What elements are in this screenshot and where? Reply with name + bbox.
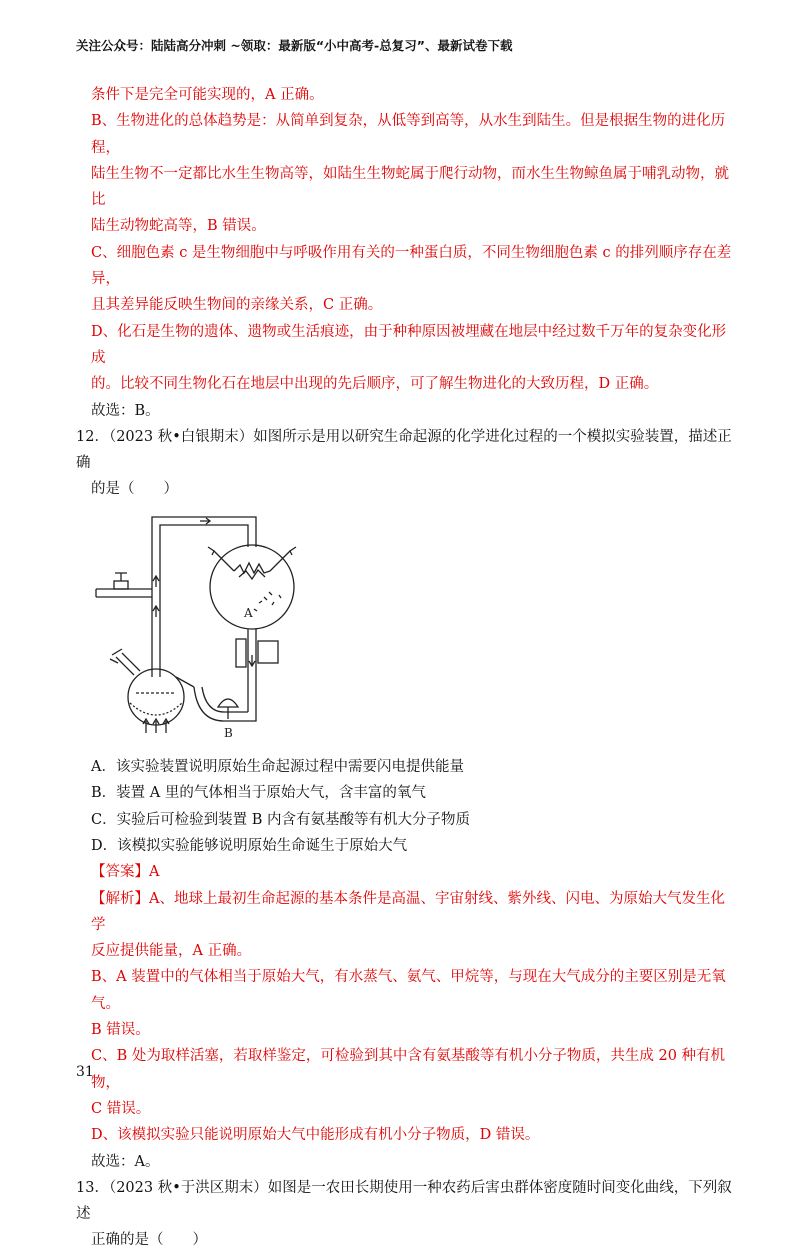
miller-apparatus-figure: [94, 507, 304, 739]
analysis-line: C、B 处为取样活塞，若取样鉴定，可检验到其中含有氨基酸等有机小分子物质，共生成 20 种有机物，: [91, 1048, 726, 1091]
explanation-line: 陆生动物蛇高等，B 错误。: [91, 218, 266, 235]
analysis-line: 【解析】A、地球上最初生命起源的基本条件是高温、宇宙射线、紫外线、闪电、为原始大气发生化学: [91, 890, 725, 933]
question-stem-line: （2023 秋•白银期末）如图所示是用以研究生命起源的化学进化过程的一个模拟实验装置，描述正确: [76, 428, 732, 472]
explanation-line: 陆生生物不一定都比水生生物高等，如陆生生物蛇属于爬行动物，而水生生物鲸鱼属于哺乳动物，就比: [91, 165, 729, 209]
page-header: 关注公众号：陆陆高分冲刺 ~领取：最新版“小中高考-总复习”、最新试卷下载: [76, 38, 513, 53]
analysis-line: C 错误。: [91, 1100, 151, 1117]
analysis-line: B 错误。: [91, 1022, 150, 1039]
page-number: 31: [76, 1064, 94, 1080]
question-12-stem: [76, 424, 736, 477]
question-stem-line: （2023 秋•于洪区期末）如图是一农田长期使用一种农药后害虫群体密度随时间变化曲线，下列叙述: [76, 1179, 732, 1223]
analysis-line: B、A 装置中的气体相当于原始大气，有水蒸气、氨气、甲烷等，与现在大气成分的主要区别是无氧气。: [91, 969, 726, 1012]
explanation-line: 的。比较不同生物化石在地层中出现的先后顺序，可了解生物进化的大致历程，D 正确。: [91, 376, 659, 393]
question-stem-line: 的是（ ）: [91, 481, 178, 498]
analysis-line: 反应提供能量，A 正确。: [91, 943, 252, 960]
figure-label-b: B: [224, 725, 233, 739]
figure-label-a: A: [244, 605, 253, 620]
question-number: 12．: [76, 428, 109, 445]
page-content: [76, 82, 736, 1254]
option-a: A．该实验装置说明原始生命起源过程中需要闪电提供能量: [91, 759, 464, 776]
answer-line: 【答案】A: [91, 864, 160, 881]
explanation-line: 条件下是完全可能实现的，A 正确。: [91, 87, 324, 103]
question-13-stem: [76, 1175, 736, 1228]
option-d: D．该模拟实验能够说明原始生命诞生于原始大气: [91, 837, 408, 854]
explanation-line: C、细胞色素 c 是生物细胞中与呼吸作用有关的一种蛋白质，不同生物细胞色素 c 的排列顺序存在差异，: [91, 244, 732, 288]
explanation-line: 且其差异能反映生物间的亲缘关系，C 正确。: [91, 297, 383, 314]
choice-line: 故选：A。: [91, 1153, 160, 1170]
option-b: B．装置 A 里的气体相当于原始大气，含丰富的氧气: [91, 785, 426, 802]
question-stem-line: 正确的是（ ）: [91, 1232, 207, 1249]
explanation-line: B、生物进化的总体趋势是：从简单到复杂，从低等到高等，从水生到陆生。但是根据生物的进化历程，: [91, 113, 726, 156]
choice-line: 故选：B。: [91, 402, 160, 419]
explanation-line: D、化石是生物的遗体、遗物或生活痕迹，由于种种原因被埋藏在地层中经过数千万年的复杂变化形成: [91, 323, 727, 366]
question-number: 13．: [76, 1179, 109, 1196]
analysis-line: D、该模拟实验只能说明原始大气中能形成有机小分子物质，D 错误。: [91, 1127, 540, 1144]
option-c: C．实验后可检验到装置 B 内含有氨基酸等有机大分子物质: [91, 811, 470, 828]
